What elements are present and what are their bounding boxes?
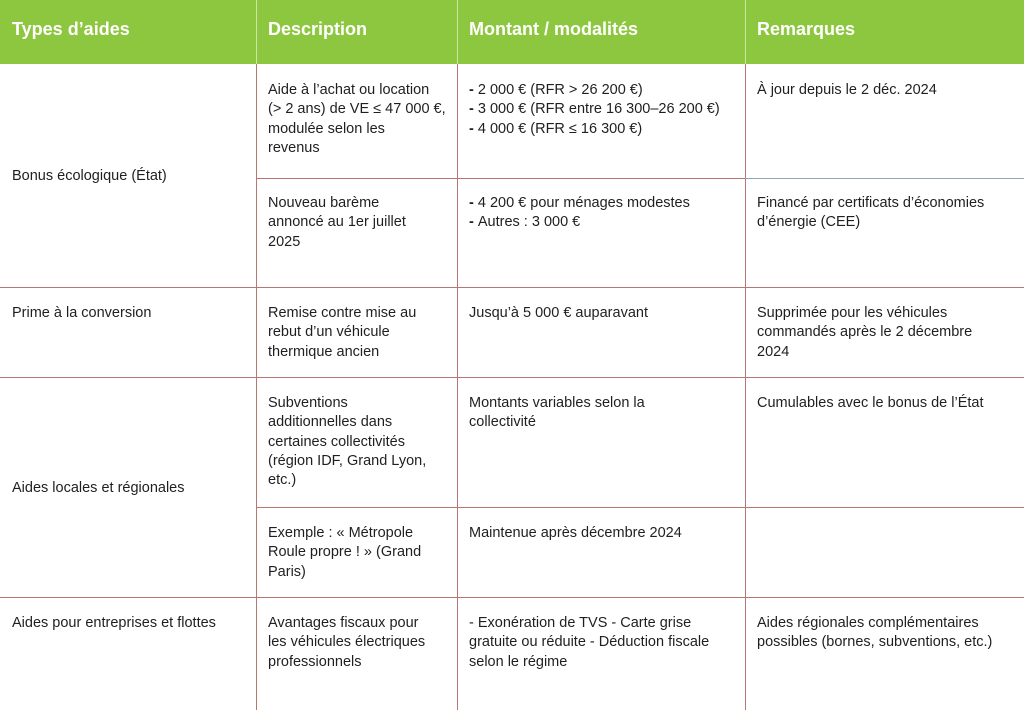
description-prime: Remise contre mise au rebut d’un véhicule thermique ancien (268, 305, 417, 360)
list-item: - 3 000 € (RFR entre 16 300–26 200 €) (469, 100, 745, 119)
remarques-bonus-1: À jour depuis le 2 déc. 2024 (757, 82, 937, 98)
montant-prime: Jusqu’à 5 000 € auparavant (469, 305, 648, 321)
montant-locales-1: Montants variables selon la collectivité (469, 395, 645, 431)
header-types: Types d’aides (12, 19, 130, 39)
montant-bonus-2 (457, 194, 745, 233)
table-header (0, 0, 1024, 64)
header-remarques: Remarques (757, 19, 856, 39)
header-montant: Montant / modalités (469, 19, 639, 39)
remarques-prime: Supprimée pour les véhicules commandés après le 2 décembre 2024 (757, 305, 973, 360)
type-aides-locales: Aides locales et régionales (12, 480, 185, 496)
list-item: - 4 000 € (RFR ≤ 16 300 €) (469, 120, 745, 139)
row-divider (745, 178, 1024, 179)
description-bonus-2: Nouveau barème annoncé au 1er juillet 2025 (268, 195, 406, 250)
type-prime-conversion: Prime à la conversion (12, 305, 152, 321)
list-item: - 2 000 € (RFR > 26 200 €) (469, 81, 745, 100)
row-divider (0, 287, 1024, 288)
description-entreprises: Avantages fiscaux pour les véhicules électriques professionnels (268, 615, 426, 670)
type-bonus-ecologique: Bonus écologique (État) (12, 168, 167, 184)
remarques-entreprises: Aides régionales complémentaires possibles (bornes, subventions, etc.) (757, 615, 993, 651)
row-divider (256, 507, 1024, 508)
montant-bonus-1 (457, 81, 745, 139)
description-bonus-1: Aide à l’achat ou location (> 2 ans) de VE ≤ 47 000 €, modulée selon les revenus (268, 82, 446, 156)
type-entreprises-flottes: Aides pour entreprises et flottes (12, 615, 216, 631)
montant-entreprises: - Exonération de TVS - Carte grise gratuite ou réduite - Déduction fiscale selon le régime (469, 615, 710, 670)
remarques-locales-1: Cumulables avec le bonus de l’État (757, 395, 984, 411)
description-locales-1: Subventions additionnelles dans certaines collectivités (région IDF, Grand Lyon, etc.) (268, 395, 427, 489)
list-item: - Autres : 3 000 € (469, 213, 745, 232)
row-divider (256, 178, 745, 179)
remarques-bonus-2: Financé par certificats d’économies d’énergie (CEE) (757, 195, 985, 231)
header-description: Description (268, 19, 368, 39)
montant-locales-2: Maintenue après décembre 2024 (469, 525, 682, 541)
row-divider (0, 377, 1024, 378)
row-divider (0, 597, 1024, 598)
list-item: - 4 200 € pour ménages modestes (469, 194, 745, 213)
description-locales-2: Exemple : « Métropole Roule propre ! » (Grand Paris) (268, 525, 422, 580)
